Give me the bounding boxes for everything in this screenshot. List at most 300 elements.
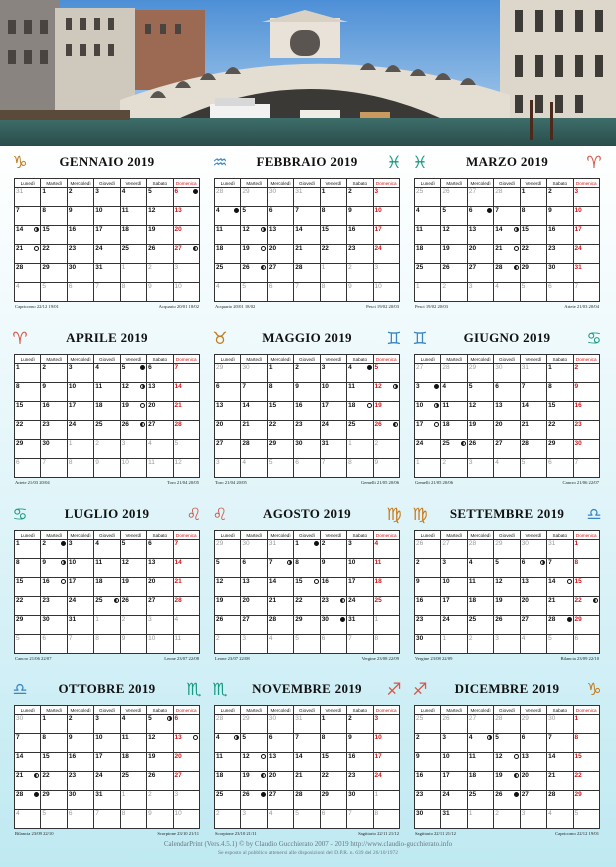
day-number: 24 — [68, 597, 77, 604]
day-number: 2 — [416, 559, 420, 566]
day-number: 10 — [68, 383, 77, 390]
day-cell — [147, 559, 173, 578]
day-cell — [94, 459, 120, 478]
day-cell — [267, 402, 293, 421]
weekday-header: Sabato — [347, 706, 373, 715]
zodiac-range-left: Ariete 21/03 20/04 — [15, 480, 50, 485]
day-cell — [347, 440, 373, 459]
day-cell — [241, 364, 267, 383]
day-number: 19 — [216, 597, 224, 604]
day-number: 21 — [174, 402, 182, 409]
moon-phase-icon — [287, 560, 292, 565]
month-grid — [214, 530, 400, 654]
day-number: 1 — [416, 459, 420, 466]
month-grid — [414, 530, 600, 654]
day-cell — [267, 772, 293, 791]
day-number: 19 — [495, 772, 503, 779]
day-cell — [467, 264, 493, 283]
day-cell — [215, 245, 241, 264]
day-cell — [94, 540, 120, 559]
day-number: 4 — [121, 188, 126, 195]
day-number: 27 — [468, 264, 477, 271]
day-cell — [415, 440, 441, 459]
day-number: 20 — [242, 597, 250, 604]
zodiac-sign-icon: ♑ — [586, 680, 602, 700]
day-number: 31 — [16, 188, 24, 195]
day-number: 4 — [95, 540, 99, 547]
day-number: 5 — [121, 364, 126, 371]
moon-phase-icon — [61, 579, 66, 584]
day-number: 25 — [416, 264, 424, 271]
day-cell — [94, 188, 120, 207]
day-cell — [441, 421, 467, 440]
day-number: 16 — [416, 597, 424, 604]
day-cell — [441, 597, 467, 616]
day-cell — [67, 715, 93, 734]
day-cell — [415, 635, 441, 654]
zodiac-range-left: Capricorno 22/12 19/01 — [15, 304, 59, 309]
day-cell — [520, 364, 546, 383]
day-cell — [147, 188, 173, 207]
day-cell — [147, 364, 173, 383]
day-number: 27 — [521, 791, 529, 798]
day-cell — [294, 597, 320, 616]
day-number: 7 — [95, 283, 99, 290]
day-number: 15 — [295, 578, 303, 585]
day-cell — [267, 734, 293, 753]
day-cell — [41, 188, 67, 207]
day-cell — [294, 421, 320, 440]
day-number: 27 — [442, 540, 450, 547]
day-cell — [215, 715, 241, 734]
day-number: 8 — [574, 559, 579, 566]
day-cell — [573, 734, 599, 753]
day-cell — [520, 772, 546, 791]
day-cell — [294, 734, 320, 753]
day-number: 24 — [574, 245, 582, 252]
day-number: 28 — [174, 421, 182, 428]
day-number: 2 — [95, 440, 99, 447]
weekday-header: Venerdì — [120, 531, 146, 540]
day-cell — [347, 791, 373, 810]
day-number: 16 — [68, 753, 77, 760]
day-number: 31 — [295, 715, 303, 722]
day-cell — [215, 616, 241, 635]
moon-phase-icon — [340, 598, 345, 603]
day-cell — [415, 245, 441, 264]
day-number: 12 — [148, 207, 156, 214]
zodiac-range-left: Acquario 20/01 18/02 — [215, 304, 256, 309]
day-cell — [347, 383, 373, 402]
day-cell — [294, 578, 320, 597]
day-cell — [573, 810, 599, 829]
day-number: 23 — [321, 597, 329, 604]
day-number: 16 — [348, 226, 356, 233]
day-cell — [494, 421, 520, 440]
day-cell — [547, 540, 573, 559]
month-grid — [214, 354, 400, 478]
day-cell — [347, 734, 373, 753]
day-number: 1 — [121, 791, 126, 798]
zodiac-range-footer — [12, 478, 202, 488]
month-header — [412, 677, 602, 705]
day-number: 10 — [68, 559, 77, 566]
day-cell — [267, 421, 293, 440]
day-number: 11 — [348, 383, 355, 390]
day-cell — [173, 734, 199, 753]
day-cell — [147, 597, 173, 616]
day-cell — [294, 459, 320, 478]
day-number: 23 — [548, 245, 556, 252]
day-cell — [241, 440, 267, 459]
day-number: 1 — [121, 264, 126, 271]
zodiac-sign-icon: ♓ — [412, 153, 428, 173]
day-cell — [173, 283, 199, 302]
day-number: 3 — [121, 440, 126, 447]
day-number: 15 — [16, 402, 24, 409]
day-cell — [94, 364, 120, 383]
day-cell — [294, 559, 320, 578]
day-cell — [67, 540, 93, 559]
day-number: 27 — [174, 245, 182, 252]
moon-phase-icon — [434, 403, 439, 408]
day-cell — [120, 635, 146, 654]
weekday-header: Sabato — [347, 531, 373, 540]
day-cell — [494, 264, 520, 283]
day-cell — [67, 440, 93, 459]
day-cell — [147, 207, 173, 226]
day-cell — [215, 383, 241, 402]
month-grid — [14, 354, 200, 478]
day-number: 24 — [68, 421, 77, 428]
day-cell — [373, 772, 399, 791]
day-number: 12 — [242, 226, 250, 233]
day-number: 2 — [548, 188, 552, 195]
day-cell — [547, 635, 573, 654]
day-cell — [41, 245, 67, 264]
day-number: 25 — [95, 597, 103, 604]
day-number: 12 — [121, 559, 129, 566]
day-number: 11 — [148, 459, 155, 466]
day-number: 27 — [216, 440, 224, 447]
day-number: 9 — [68, 207, 73, 214]
weekday-header: Mercoledì — [467, 355, 493, 364]
day-number: 13 — [468, 226, 477, 233]
day-number: 11 — [174, 635, 182, 642]
day-number: 3 — [374, 188, 379, 195]
day-number: 2 — [68, 188, 73, 195]
day-number: 2 — [374, 440, 379, 447]
day-number: 14 — [295, 753, 303, 760]
day-number: 1 — [268, 364, 273, 371]
day-cell — [15, 402, 41, 421]
zodiac-sign-icon: ♍ — [386, 505, 402, 525]
day-cell — [241, 207, 267, 226]
day-number: 3 — [174, 264, 179, 271]
day-cell — [41, 264, 67, 283]
day-cell — [467, 207, 493, 226]
weekday-header: Lunedì — [415, 531, 441, 540]
day-cell — [415, 559, 441, 578]
day-number: 7 — [16, 207, 20, 214]
day-number: 6 — [148, 540, 152, 547]
day-number: 13 — [521, 753, 529, 760]
day-cell — [547, 421, 573, 440]
weekday-header: Domenica — [373, 179, 399, 188]
day-cell — [241, 283, 267, 302]
day-number: 4 — [268, 810, 273, 817]
day-cell — [573, 540, 599, 559]
day-number: 1 — [548, 364, 552, 371]
moon-phase-icon — [261, 773, 266, 778]
day-cell — [441, 734, 467, 753]
weekday-header: Martedì — [441, 531, 467, 540]
day-number: 5 — [495, 734, 499, 741]
day-number: 18 — [468, 597, 477, 604]
day-number: 23 — [42, 421, 50, 428]
day-number: 30 — [574, 440, 582, 447]
day-number: 4 — [16, 283, 20, 290]
day-number: 12 — [242, 753, 250, 760]
day-number: 28 — [495, 715, 503, 722]
day-number: 13 — [216, 402, 224, 409]
weekday-header: Venerdì — [520, 531, 546, 540]
day-cell — [520, 559, 546, 578]
day-number: 9 — [42, 559, 47, 566]
day-number: 7 — [68, 635, 73, 642]
day-number: 9 — [574, 383, 579, 390]
day-cell — [294, 753, 320, 772]
day-number: 5 — [242, 207, 247, 214]
day-cell — [173, 597, 199, 616]
weekday-header: Martedì — [241, 706, 267, 715]
day-cell — [520, 734, 546, 753]
weekday-header: Domenica — [173, 179, 199, 188]
day-number: 7 — [574, 283, 579, 290]
day-number: 28 — [495, 188, 503, 195]
day-number: 17 — [442, 597, 450, 604]
day-number: 23 — [348, 772, 356, 779]
day-cell — [347, 459, 373, 478]
day-cell — [320, 540, 346, 559]
day-number: 11 — [121, 207, 129, 214]
day-cell — [67, 364, 93, 383]
day-number: 8 — [574, 734, 579, 741]
day-cell — [520, 402, 546, 421]
month-title: GIUGNO 2019 — [463, 330, 551, 345]
day-number: 19 — [495, 597, 503, 604]
moon-phase-icon — [434, 384, 439, 389]
day-number: 9 — [348, 734, 352, 741]
day-number: 25 — [121, 772, 129, 779]
day-cell — [467, 364, 493, 383]
day-cell — [373, 440, 399, 459]
day-cell — [215, 440, 241, 459]
day-number: 23 — [42, 597, 50, 604]
day-number: 28 — [16, 264, 24, 271]
zodiac-range-left: Leone 23/07 22/08 — [215, 656, 250, 661]
day-number: 9 — [148, 810, 152, 817]
day-cell — [15, 597, 41, 616]
day-cell — [215, 459, 241, 478]
day-number: 12 — [495, 753, 503, 760]
day-cell — [67, 616, 93, 635]
day-cell — [520, 616, 546, 635]
day-cell — [373, 207, 399, 226]
day-number: 21 — [174, 578, 182, 585]
day-cell — [215, 578, 241, 597]
zodiac-sign-icon: ♏ — [212, 680, 228, 700]
day-cell — [347, 283, 373, 302]
day-cell — [215, 734, 241, 753]
day-number: 1 — [374, 791, 379, 798]
day-cell — [173, 772, 199, 791]
zodiac-range-footer — [12, 654, 202, 664]
day-cell — [441, 578, 467, 597]
moon-phase-icon — [314, 579, 319, 584]
day-number: 6 — [574, 635, 579, 642]
day-cell — [41, 772, 67, 791]
day-number: 2 — [42, 364, 47, 371]
day-number: 31 — [348, 616, 356, 623]
day-cell — [173, 245, 199, 264]
day-cell — [573, 578, 599, 597]
day-cell — [15, 791, 41, 810]
day-number: 30 — [268, 188, 277, 195]
day-number: 8 — [121, 283, 126, 290]
weekday-header: Martedì — [441, 355, 467, 364]
day-cell — [267, 264, 293, 283]
day-cell — [573, 597, 599, 616]
moon-phase-icon — [261, 246, 266, 251]
day-number: 4 — [216, 207, 220, 214]
day-cell — [294, 245, 320, 264]
day-cell — [441, 207, 467, 226]
zodiac-sign-icon: ♐ — [412, 680, 428, 700]
day-number: 17 — [374, 226, 382, 233]
day-cell — [520, 540, 546, 559]
day-cell — [415, 383, 441, 402]
day-number: 22 — [321, 245, 329, 252]
day-number: 21 — [268, 597, 277, 604]
day-number: 3 — [374, 715, 379, 722]
day-number: 13 — [242, 578, 250, 585]
day-number: 3 — [521, 810, 526, 817]
day-number: 20 — [521, 772, 529, 779]
day-number: 30 — [548, 715, 556, 722]
day-number: 30 — [321, 616, 329, 623]
day-cell — [547, 810, 573, 829]
day-number: 5 — [242, 283, 247, 290]
day-cell — [373, 753, 399, 772]
day-number: 6 — [521, 559, 526, 566]
day-cell — [241, 383, 267, 402]
day-number: 24 — [95, 245, 103, 252]
day-number: 21 — [548, 772, 556, 779]
day-number: 26 — [148, 245, 156, 252]
zodiac-range-right: Bilancia 23/09 22/10 — [560, 656, 599, 661]
weekday-header: Giovedì — [494, 531, 520, 540]
day-cell — [347, 207, 373, 226]
day-number: 9 — [416, 578, 420, 585]
day-number: 29 — [42, 264, 50, 271]
day-number: 23 — [574, 421, 582, 428]
day-cell — [67, 753, 93, 772]
day-cell — [467, 283, 493, 302]
day-number: 1 — [68, 440, 73, 447]
day-number: 7 — [174, 540, 179, 547]
day-cell — [41, 810, 67, 829]
zodiac-range-footer — [212, 302, 402, 312]
month-title: SETTEMBRE 2019 — [449, 506, 565, 521]
day-number: 10 — [174, 283, 182, 290]
day-cell — [67, 421, 93, 440]
day-cell — [15, 559, 41, 578]
day-number: 2 — [148, 264, 152, 271]
day-cell — [147, 402, 173, 421]
month-block — [212, 326, 402, 488]
day-cell — [215, 283, 241, 302]
day-number: 3 — [174, 791, 179, 798]
day-cell — [573, 559, 599, 578]
day-number: 25 — [348, 421, 356, 428]
moon-phase-icon — [461, 441, 466, 446]
day-number: 6 — [321, 635, 326, 642]
day-cell — [241, 578, 267, 597]
day-number: 10 — [95, 734, 103, 741]
day-cell — [320, 810, 346, 829]
day-number: 19 — [148, 753, 156, 760]
day-cell — [267, 616, 293, 635]
day-number: 2 — [574, 364, 579, 371]
moon-phase-icon — [487, 735, 492, 740]
moon-phase-icon — [393, 384, 398, 389]
day-cell — [547, 578, 573, 597]
zodiac-range-right: Leone 23/07 22/08 — [164, 656, 199, 661]
day-number: 14 — [495, 226, 503, 233]
day-number: 7 — [295, 283, 299, 290]
zodiac-range-left: Cancro 21/06 22/07 — [15, 656, 52, 661]
weekday-header: Lunedì — [15, 179, 41, 188]
day-cell — [573, 635, 599, 654]
day-cell — [15, 578, 41, 597]
day-cell — [320, 383, 346, 402]
weekday-header: Domenica — [573, 531, 599, 540]
day-cell — [15, 207, 41, 226]
month-grid — [414, 178, 600, 302]
day-cell — [15, 616, 41, 635]
day-cell — [320, 559, 346, 578]
day-cell — [467, 578, 493, 597]
day-cell — [41, 559, 67, 578]
day-cell — [347, 715, 373, 734]
day-number: 14 — [174, 559, 182, 566]
day-number: 3 — [95, 188, 99, 195]
day-cell — [94, 402, 120, 421]
day-number: 3 — [374, 264, 379, 271]
zodiac-range-left: Pesci 19/02 20/03 — [415, 304, 448, 309]
day-cell — [494, 383, 520, 402]
day-cell — [267, 383, 293, 402]
day-cell — [347, 540, 373, 559]
moon-phase-icon — [540, 560, 545, 565]
day-number: 3 — [468, 459, 473, 466]
weekday-header: Sabato — [347, 179, 373, 188]
zodiac-sign-icon: ♏ — [186, 680, 202, 700]
day-cell — [441, 635, 467, 654]
day-cell — [494, 616, 520, 635]
day-cell — [467, 440, 493, 459]
